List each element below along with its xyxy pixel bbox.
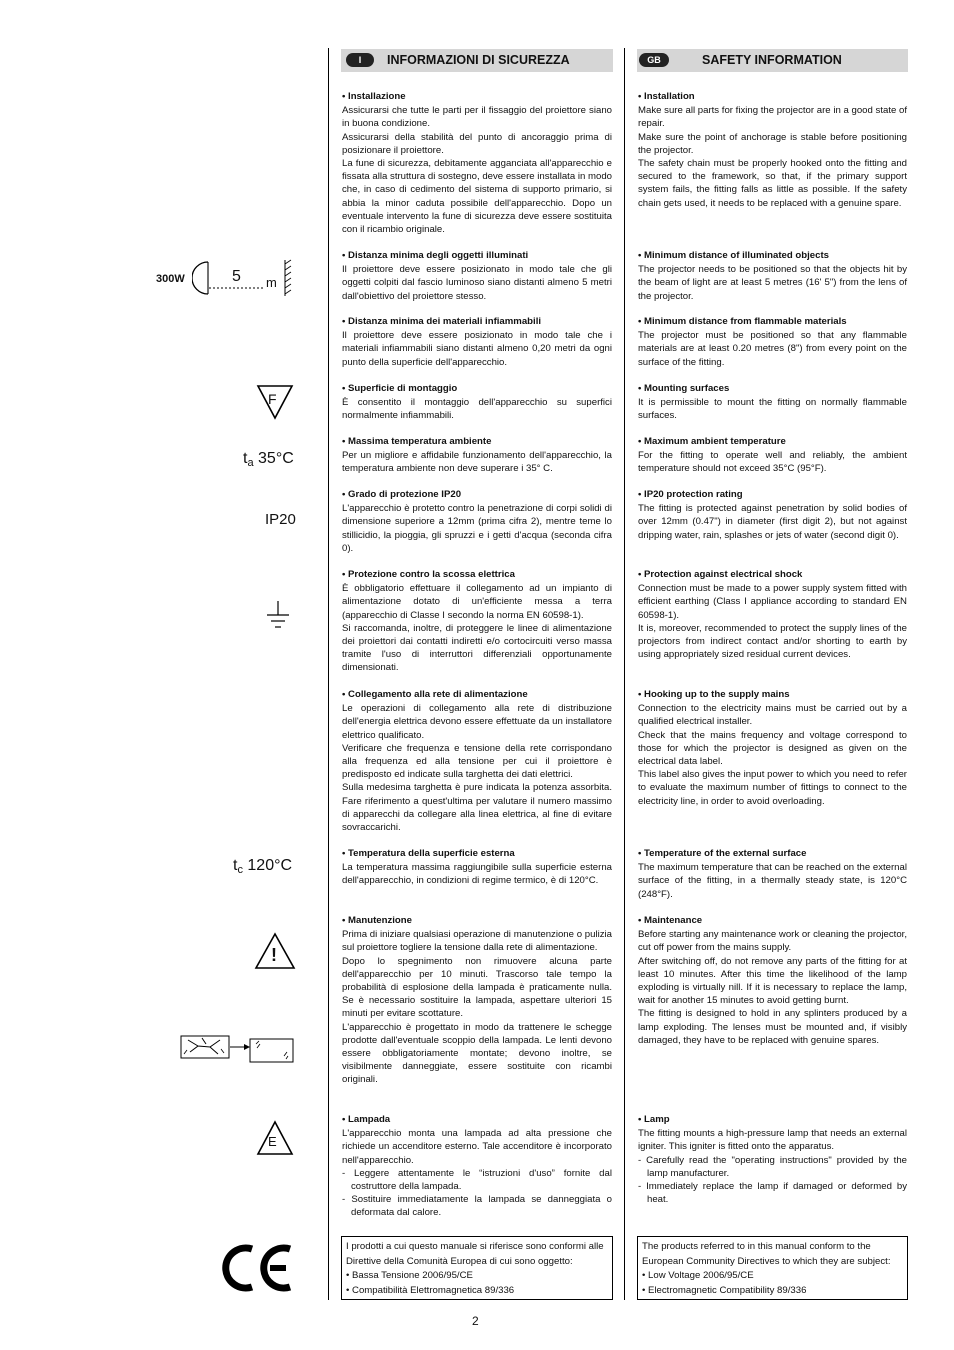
surface-temperature-label — [233, 857, 292, 876]
section-paragraph: Connection must be made to a power supply system fitted with efficient earthing (Class I appliance according to standard EN 60598-1). — [638, 583, 907, 621]
warning-mark: ! — [271, 945, 277, 965]
it-section-3 — [342, 382, 612, 423]
ground-icon — [265, 600, 291, 630]
section-title: • Collegamento alla rete di alimentazione — [342, 689, 528, 700]
section-paragraph: For the fitting to operate well and reliably, the ambient temperature should not exceed 35°C (95°F). — [638, 450, 907, 475]
broken-lens-icon — [180, 1034, 296, 1064]
ta-value: 35°C — [258, 450, 294, 467]
section-title: • Installazione — [342, 91, 406, 102]
section-paragraph: Assicurarsi della stabilità del punto di ancoraggio prima di posizionare il proiettore. — [342, 131, 612, 156]
it-section-10 — [342, 1113, 612, 1220]
section-title: • Maintenance — [638, 915, 703, 926]
compliance-item-gb-2: • Electromagnetic Compatibility 89/336 — [642, 1284, 807, 1296]
it-section-8 — [342, 847, 612, 888]
header-title-gb: SAFETY INFORMATION — [702, 53, 842, 67]
section-paragraph: Connection to the electricity mains must be carried out by a qualified electrical installer. — [638, 703, 907, 728]
section-paragraph: Si raccomanda, inoltre, di proteggere le linee di alimentazione dei proiettori dai contatti indiretti e/o cortocircuiti verso massa tramite l'uso di interruttori differenziali opportunamente dimensionati. — [342, 622, 612, 674]
gb-section-4 — [638, 435, 907, 476]
section-title: • Grado di protezione IP20 — [342, 489, 462, 500]
it-section-0 — [342, 90, 612, 236]
dash-item: - Carefully read the "operating instructions" provided by the lamp manufacturer. — [638, 1154, 907, 1179]
section-title: • Minimum distance of illuminated objects — [638, 250, 829, 261]
gb-section-3 — [638, 382, 907, 423]
gb-section-0 — [638, 90, 907, 210]
section-paragraph: Make sure the point of anchorage is stable before positioning the projector. — [638, 131, 907, 156]
gb-section-8 — [638, 847, 907, 901]
section-title: • Massima temperatura ambiente — [342, 436, 492, 447]
section-paragraph: Il proiettore deve essere posizionato in modo tale che gli oggetti colpiti dal fascio luminoso siano distanti almeno 5 metri dall'obiettivo del proiettore stesso. — [342, 264, 612, 302]
section-title: • IP20 protection rating — [638, 489, 743, 500]
compliance-text-gb: The products referred to in this manual conform to the European Community Directives to which they are subject: — [642, 1241, 891, 1267]
gb-section-9 — [638, 914, 907, 1047]
section-paragraph: La fune di sicurezza, debitamente agganciata all'apparecchio e fissata alla struttura di sostegno, deve essere installata in modo che, in caso di cedimento del sistema di supporto primario, si abbia la minor caduta possibile dell'apparecchio. Dopo un eventuale intervento la fune di sicurezza deve essere sostituita con il ricambio originale. — [342, 158, 612, 236]
it-section-4 — [342, 435, 612, 476]
section-paragraph: Per un migliore e affidabile funzionamento dell'apparecchio, la temperatura ambiente non deve superare i 35° C. — [342, 450, 612, 475]
lamp-letter: E — [268, 1134, 277, 1149]
section-paragraph: Make sure all parts for fixing the projector are in a good state of repair. — [638, 105, 907, 130]
dash-item: - Leggere attentamente le “istruzioni d'uso” fornite dal costruttore della lampada. — [342, 1167, 612, 1193]
gb-section-6 — [638, 568, 907, 661]
section-paragraph: L'apparecchio monta una lampada ad alta pressione che richiede un accenditore esterno. Tale accenditore è incorporato nell'apparecchio. — [342, 1128, 612, 1166]
gb-section-10 — [638, 1113, 907, 1206]
ta-sub: a — [247, 457, 254, 469]
section-paragraph: Sulla medesima targhetta è pure indicata la potenza assorbita. Fare riferimento a quest'ultima per valutare il numero massimo di apparecchi da collegare alla linea elettrica, al fine di evitare sovraccarichi. — [342, 782, 612, 834]
section-paragraph: È obbligatorio effettuare il collegamento ad un impianto di alimentazione dotato di un'efficiente messa a terra (apparecchio di Classe I secondo la norma EN 60598-1). — [342, 583, 612, 621]
compliance-item-it-1: • Bassa Tensione 2006/95/CE — [346, 1270, 473, 1281]
tc-sub: c — [237, 864, 243, 876]
section-paragraph: It is permissible to mount the fitting on normally flammable surfaces. — [638, 397, 907, 422]
section-paragraph: Check that the mains frequency and voltage correspond to those for which the projector is designed as given on the electrical data label. — [638, 729, 907, 768]
tc-prefix: t — [233, 857, 238, 874]
section-title: • Maximum ambient temperature — [638, 436, 786, 447]
compliance-box-it — [341, 1236, 613, 1300]
section-title: • Temperature of the external surface — [638, 848, 807, 859]
section-title: • Temperatura della superficie esterna — [342, 848, 515, 859]
compliance-item-it-2: • Compatibilità Elettromagnetica 89/336 — [346, 1284, 515, 1296]
it-section-1 — [342, 249, 612, 303]
compliance-item-gb-1: • Low Voltage 2006/95/CE — [642, 1270, 754, 1281]
gb-section-5 — [638, 488, 907, 542]
header-english — [637, 49, 908, 72]
section-paragraph: Le operazioni di collegamento alla rete di distribuzione dell'energia elettrica devono essere effettuate da un installatore elettrico qualificato. — [342, 703, 612, 741]
section-title: • Installation — [638, 91, 695, 102]
section-paragraph: After switching off, do not remove any parts of the fitting for at least 10 minutes. After this time the likelihood of the lamp exploding is virtually nill. If it is necessary to replace the lamp, wait for another 15 minutes to avoid getting burnt. — [638, 955, 907, 1007]
ambient-temperature-label — [243, 450, 294, 469]
distance-value: 5 — [232, 268, 241, 285]
divider-left — [328, 48, 329, 1300]
section-paragraph: The fitting is designed to hold in any splinters produced by a lamp exploding. The lenses must be mounted and, if visibly damaged, they have to be replaced with genuine spares. — [638, 1008, 907, 1046]
ta-prefix: t — [243, 450, 248, 467]
flammable-letter: F — [268, 391, 277, 407]
ce-mark-icon — [222, 1242, 294, 1294]
lang-badge-it: I — [346, 53, 374, 67]
power-label: 300W — [156, 273, 185, 285]
section-paragraph: The projector needs to be positioned so that the objects hit by the beam of light are at least 5 metres (16' 5") from the lens of the projector. — [638, 264, 907, 302]
section-paragraph: The maximum temperature that can be reached on the external surface of the fitting, in a thermally steady state, is 120°C (248°F). — [638, 862, 907, 900]
section-paragraph: È consentito il montaggio dell'apparecchio su superfici normalmente infiammabili. — [342, 397, 612, 422]
it-section-9 — [342, 914, 612, 1087]
section-title: • Lamp — [638, 1114, 670, 1125]
header-italian — [341, 49, 613, 72]
dash-item: - Sostituire immediatamente la lampada se danneggiata o deformata dal calore. — [342, 1194, 612, 1219]
section-paragraph: Verificare che frequenza e tensione della rete corrispondano alla frequenza ed alla tensione per cui il proiettore è predisposto ed indicate sulla targhetta dei dati elettrici. — [342, 742, 612, 781]
it-section-5 — [342, 488, 612, 555]
section-title: • Minimum distance from flammable materials — [638, 316, 847, 327]
section-title: • Protection against electrical shock — [638, 569, 803, 580]
lamp-distance-icon — [192, 258, 298, 298]
section-paragraph: The projector must be positioned so that any flammable materials are at least 0.20 metres (8") from every point on the surface of the fitting. — [638, 330, 907, 368]
section-paragraph: La temperatura massima raggiungibile sulla superficie esterna dell'apparecchio, in condizioni di regime termico, è di 120°C. — [342, 862, 612, 887]
section-paragraph: The fitting mounts a high-pressure lamp that needs an external igniter. This igniter is fitted onto the apparatus. — [638, 1128, 907, 1153]
ip-rating-label: IP20 — [265, 511, 296, 528]
section-paragraph: Prima di iniziare qualsiasi operazione di manutenzione o pulizia sul proiettore togliere la tensione dalla rete di alimentazione. — [342, 929, 612, 954]
dash-item: - Immediately replace the lamp if damaged or deformed by heat. — [638, 1181, 907, 1206]
section-title: • Lampada — [342, 1114, 391, 1125]
it-section-7 — [342, 688, 612, 834]
gb-section-1 — [638, 249, 907, 303]
section-paragraph: This label also gives the input power to which you need to refer to evaluate the maximum number of fittings to connect to the electricity line, in order to avoid overloading. — [638, 769, 907, 807]
page-number: 2 — [472, 1314, 479, 1328]
lang-badge-gb: GB — [639, 53, 669, 67]
gb-section-7 — [638, 688, 907, 808]
section-title: • Manutenzione — [342, 915, 412, 926]
distance-unit: m — [266, 275, 277, 290]
section-title: • Distanza minima dei materiali infiammabili — [342, 316, 542, 327]
divider-middle — [624, 48, 625, 1300]
section-paragraph: Dopo lo spegnimento non rimuovere alcuna parte dell'apparecchio per 10 minuti. Trascorso tale tempo la probabilità di esplosione della lampada è praticamente nulla. Se è necessario sostituire la lampada, aspettare ulteriori 15 minuti per evitare scottature. — [342, 955, 612, 1020]
section-paragraph: L'apparecchio è progettato in modo da trattenere le schegge prodotte dall'eventuale scoppio della lampada. Le lenti devono essere obbligatoriamente montate; devono inoltre, se visibilmente danneggiate, essere sostituite con ricambi originali. — [342, 1021, 612, 1086]
header-title-it: INFORMAZIONI DI SICUREZZA — [387, 53, 570, 67]
section-paragraph: Assicurarsi che tutte le parti per il fissaggio del proiettore siano in buona condizione. — [342, 105, 612, 130]
section-title: • Mounting surfaces — [638, 383, 730, 394]
section-title: • Hooking up to the supply mains — [638, 689, 790, 700]
section-title: • Superficie di montaggio — [342, 383, 458, 394]
gb-section-2 — [638, 315, 907, 369]
it-section-6 — [342, 568, 612, 675]
section-title: • Distanza minima degli oggetti illuminati — [342, 250, 529, 261]
section-paragraph: The fitting is protected against penetration by solid bodies of over 12mm (0.47") in diameter (first digit 2), but not against dripping water, rain, splashes or jets of water (second digit 0). — [638, 503, 907, 541]
section-paragraph: Before starting any maintenance work or cleaning the projector, cut off power from the mains supply. — [638, 929, 907, 954]
section-paragraph: Il proiettore deve essere posizionato in modo tale che i materiali infiammabili siano distanti almeno 0,20 metri da ogni punto della superficie dell'apparecchio. — [342, 330, 612, 368]
tc-value: 120°C — [247, 857, 293, 874]
section-paragraph: L'apparecchio è protetto contro la penetrazione di corpi solidi di dimensione superiore a 12mm (prima cifra 2), mentre teme lo stillicidio, la pioggia, gli spruzzi e i getti d'acqua (seconda cifra 0). — [342, 503, 612, 554]
it-section-2 — [342, 315, 612, 369]
section-paragraph: The safety chain must be properly hooked onto the fitting and secured to the framework, so that, if the primary support system fails, the fitting falls as little as possible. If the safety chain gets used, it needs to be replaced with a genuine spare. — [638, 158, 907, 209]
compliance-text-it: I prodotti a cui questo manuale si riferisce sono conformi alle Direttive della Comunità Europea di cui sono oggetto: — [346, 1241, 604, 1267]
section-paragraph: It is, moreover, recommended to protect the supply lines of the projectors from indirect contact and/or shorting to earth by using appropriately sized residual current devices. — [638, 622, 907, 661]
compliance-box-gb — [637, 1236, 908, 1300]
section-title: • Protezione contro la scossa elettrica — [342, 569, 515, 580]
